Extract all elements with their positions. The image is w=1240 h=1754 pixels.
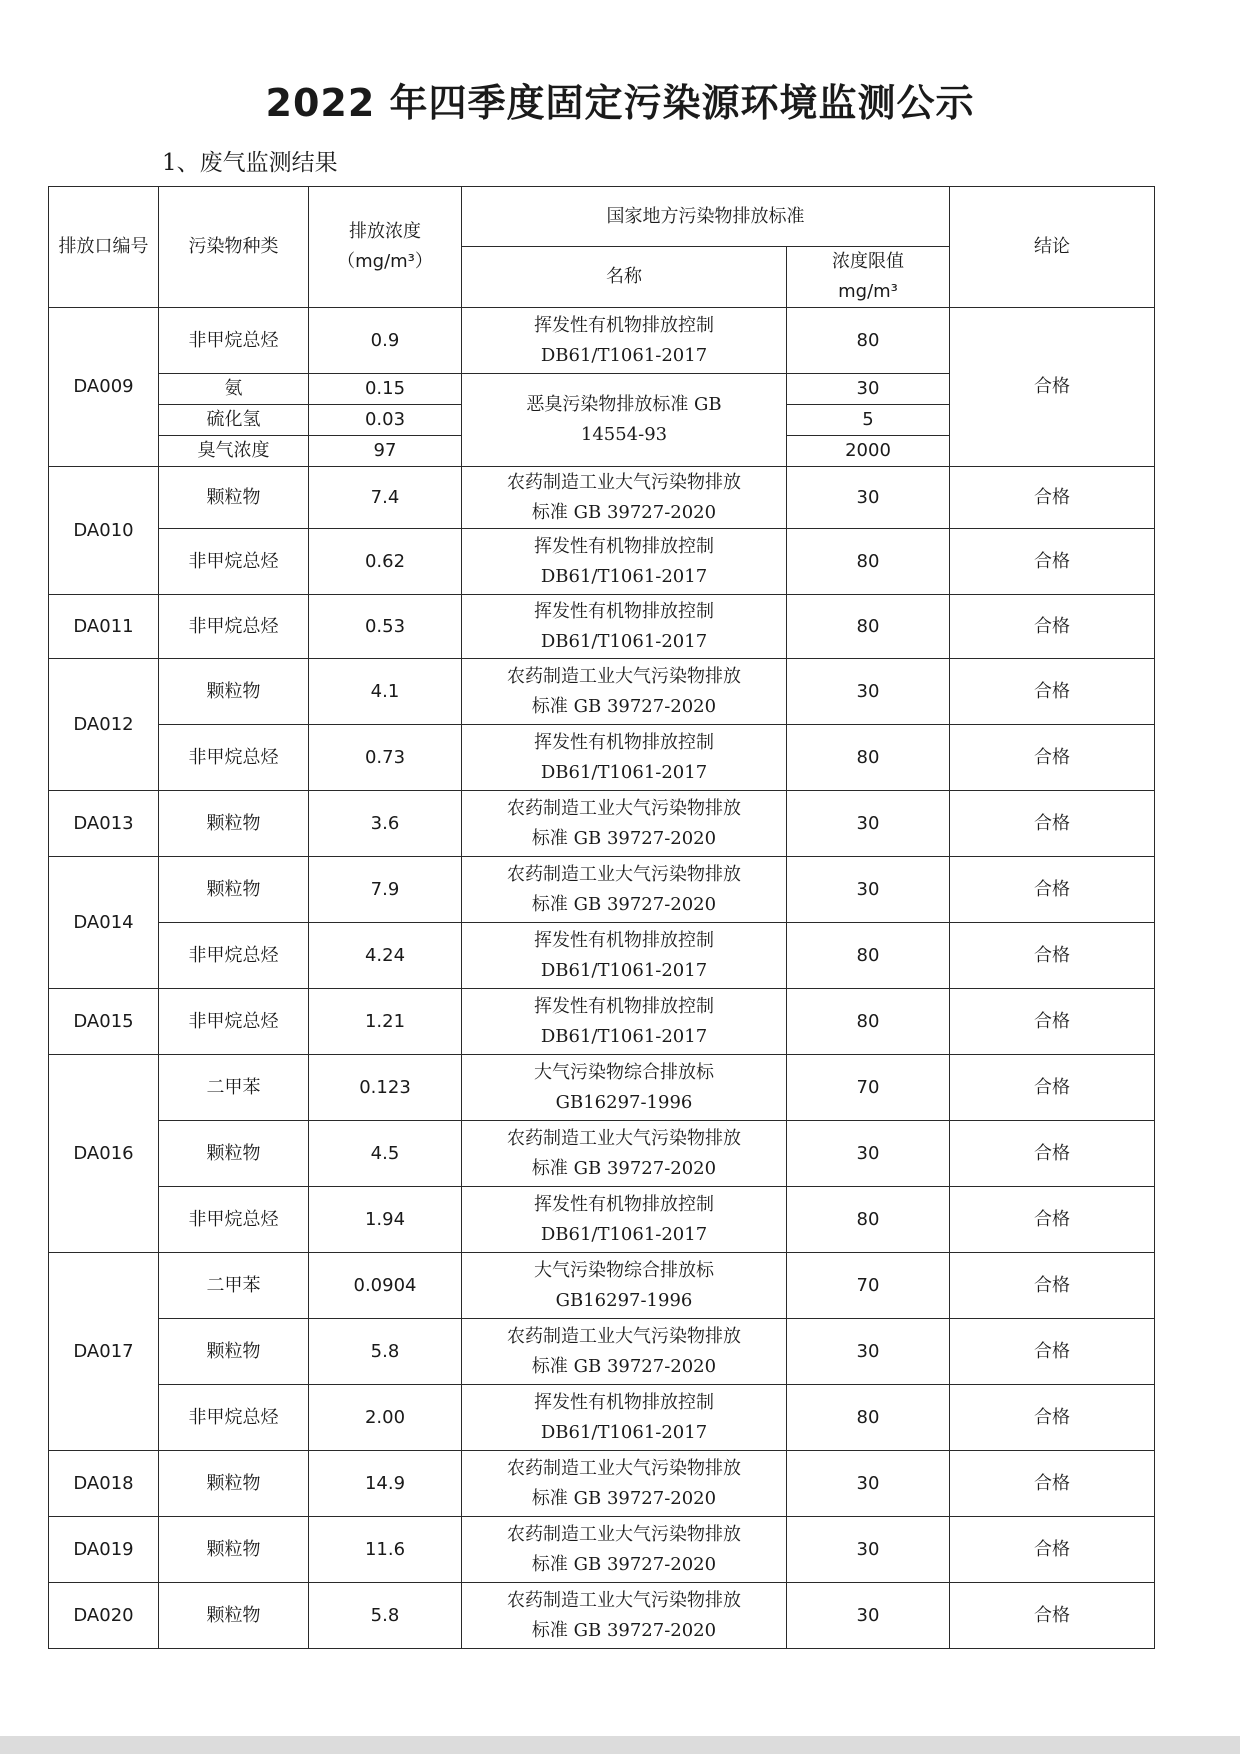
limit-cell: 80 <box>787 725 950 791</box>
limit-cell: 30 <box>787 1319 950 1385</box>
standard-cell <box>462 725 787 791</box>
standard-line-2: 标准 GB 39727-2020 <box>531 827 717 849</box>
section-title: 1、废气监测结果 <box>162 150 338 176</box>
limit-cell: 30 <box>787 857 950 923</box>
pollutant-cell: 颗粒物 <box>159 1583 309 1649</box>
table-row <box>49 467 1155 529</box>
concentration-cell: 4.5 <box>309 1121 462 1187</box>
outlet-id-cell <box>49 467 159 595</box>
outlet-id: DA018 <box>73 1472 134 1494</box>
standard-line-2: GB16297-1996 <box>555 1091 693 1113</box>
concentration-cell: 7.9 <box>309 857 462 923</box>
outlet-id-cell <box>49 857 159 989</box>
standard-line-1: 农药制造工业大气污染物排放 <box>507 1325 741 1347</box>
standard-cell <box>462 989 787 1055</box>
standard-line-2: 标准 GB 39727-2020 <box>531 893 717 915</box>
outlet-id: DA014 <box>73 911 134 933</box>
standard-line-2: DB61/T1061-2017 <box>540 761 708 783</box>
limit-cell: 30 <box>787 1583 950 1649</box>
conclusion-cell: 合格 <box>950 659 1155 725</box>
limit-cell: 70 <box>787 1253 950 1319</box>
limit-cell: 80 <box>787 595 950 659</box>
conclusion-cell: 合格 <box>950 725 1155 791</box>
limit-cell: 30 <box>787 374 950 405</box>
table-row <box>49 857 1155 923</box>
table-row <box>49 791 1155 857</box>
outlet-id: DA016 <box>73 1142 134 1164</box>
outlet-id: DA011 <box>73 615 134 637</box>
pollutant-cell: 颗粒物 <box>159 1319 309 1385</box>
pollutant-cell: 非甲烷总烃 <box>159 989 309 1055</box>
limit-cell: 5 <box>787 405 950 436</box>
table-row <box>49 308 1155 374</box>
limit-cell: 30 <box>787 467 950 529</box>
table-row <box>49 1319 1155 1385</box>
standard-line-2: GB16297-1996 <box>555 1289 693 1311</box>
header-concentration-unit: （mg/m³） <box>337 251 433 272</box>
limit-cell: 30 <box>787 659 950 725</box>
pollutant-cell: 颗粒物 <box>159 659 309 725</box>
standard-cell <box>462 374 787 467</box>
conclusion-cell: 合格 <box>950 1121 1155 1187</box>
outlet-id-cell <box>49 791 159 857</box>
outlet-id-cell <box>49 659 159 791</box>
conclusion-cell: 合格 <box>950 1385 1155 1451</box>
pollutant-cell: 二甲苯 <box>159 1253 309 1319</box>
pollutant-cell: 颗粒物 <box>159 791 309 857</box>
concentration-cell: 4.1 <box>309 659 462 725</box>
table-row <box>49 1583 1155 1649</box>
outlet-id: DA012 <box>73 713 134 735</box>
conclusion-cell: 合格 <box>950 1253 1155 1319</box>
standard-line-1: 农药制造工业大气污染物排放 <box>507 471 741 493</box>
standard-line-1: 农药制造工业大气污染物排放 <box>507 1589 741 1611</box>
scan-edge-shadow <box>0 1736 1240 1754</box>
outlet-id-cell <box>49 1451 159 1517</box>
pollutant-cell: 颗粒物 <box>159 857 309 923</box>
pollutant-cell: 颗粒物 <box>159 1451 309 1517</box>
concentration-cell: 3.6 <box>309 791 462 857</box>
table-row <box>49 989 1155 1055</box>
standard-line-2: DB61/T1061-2017 <box>540 1421 708 1443</box>
standard-line-2: DB61/T1061-2017 <box>540 630 708 652</box>
outlet-id-cell <box>49 1055 159 1253</box>
standard-line-2: 标准 GB 39727-2020 <box>531 1487 717 1509</box>
outlet-id: DA015 <box>73 1010 134 1032</box>
table-row <box>49 1385 1155 1451</box>
page-title: 2022 年四季度固定污染源环境监测公示 <box>265 81 975 125</box>
concentration-cell: 0.9 <box>309 308 462 374</box>
header-standard-name <box>462 247 787 308</box>
standard-line-2: DB61/T1061-2017 <box>540 959 708 981</box>
table-row <box>49 1121 1155 1187</box>
table-row <box>49 1253 1155 1319</box>
standard-cell <box>462 595 787 659</box>
concentration-cell: 11.6 <box>309 1517 462 1583</box>
standard-line-2: DB61/T1061-2017 <box>540 344 708 366</box>
conclusion-cell: 合格 <box>950 467 1155 529</box>
outlet-id: DA020 <box>73 1604 134 1626</box>
header-concentration <box>309 187 462 308</box>
concentration-cell: 97 <box>309 436 462 467</box>
pollutant-cell: 颗粒物 <box>159 1121 309 1187</box>
standard-cell <box>462 791 787 857</box>
standard-cell <box>462 1055 787 1121</box>
pollutant-cell: 硫化氢 <box>159 405 309 436</box>
pollutant-cell: 二甲苯 <box>159 1055 309 1121</box>
pollutant-cell: 非甲烷总烃 <box>159 923 309 989</box>
standard-line-1: 挥发性有机物排放控制 <box>534 535 714 557</box>
pollutant-cell: 非甲烷总烃 <box>159 725 309 791</box>
standard-line-1: 恶臭污染物排放标准 GB <box>526 394 722 415</box>
standard-cell <box>462 1583 787 1649</box>
pollutant-cell: 非甲烷总烃 <box>159 308 309 374</box>
standard-line-1: 大气污染物综合排放标 <box>534 1259 714 1281</box>
table-row <box>49 725 1155 791</box>
table-row <box>49 1451 1155 1517</box>
header-limit-label: 浓度限值 <box>832 251 904 272</box>
standard-cell <box>462 467 787 529</box>
conclusion-cell: 合格 <box>950 595 1155 659</box>
concentration-cell: 0.73 <box>309 725 462 791</box>
concentration-cell: 0.03 <box>309 405 462 436</box>
header-standard-group-label: 国家地方污染物排放标准 <box>606 205 805 227</box>
conclusion-cell: 合格 <box>950 1517 1155 1583</box>
limit-cell: 80 <box>787 529 950 595</box>
standard-cell <box>462 1319 787 1385</box>
pollutant-cell: 颗粒物 <box>159 467 309 529</box>
concentration-cell: 5.8 <box>309 1583 462 1649</box>
conclusion-cell: 合格 <box>950 1187 1155 1253</box>
concentration-cell: 7.4 <box>309 467 462 529</box>
conclusion-cell: 合格 <box>950 1583 1155 1649</box>
standard-line-1: 挥发性有机物排放控制 <box>534 1391 714 1413</box>
limit-cell: 80 <box>787 1385 950 1451</box>
standard-cell <box>462 308 787 374</box>
limit-cell: 70 <box>787 1055 950 1121</box>
limit-cell: 80 <box>787 308 950 374</box>
conclusion-cell: 合格 <box>950 923 1155 989</box>
header-concentration-label: 排放浓度 <box>349 221 421 242</box>
standard-line-1: 农药制造工业大气污染物排放 <box>507 863 741 885</box>
standard-line-2: 标准 GB 39727-2020 <box>531 695 717 717</box>
table-row <box>49 595 1155 659</box>
pollutant-cell: 非甲烷总烃 <box>159 529 309 595</box>
limit-cell: 30 <box>787 1451 950 1517</box>
standard-cell <box>462 659 787 725</box>
standard-cell <box>462 1121 787 1187</box>
standard-line-2: 标准 GB 39727-2020 <box>531 1355 717 1377</box>
outlet-id-cell <box>49 595 159 659</box>
standard-line-1: 农药制造工业大气污染物排放 <box>507 1127 741 1149</box>
concentration-cell: 2.00 <box>309 1385 462 1451</box>
standard-cell <box>462 1385 787 1451</box>
concentration-cell: 0.123 <box>309 1055 462 1121</box>
outlet-id-cell <box>49 989 159 1055</box>
standard-line-1: 挥发性有机物排放控制 <box>534 995 714 1017</box>
standard-line-2: DB61/T1061-2017 <box>540 565 708 587</box>
header-limit <box>787 247 950 308</box>
outlet-id: DA010 <box>73 519 134 541</box>
pollutant-cell: 氨 <box>159 374 309 405</box>
standard-cell <box>462 857 787 923</box>
standard-line-1: 农药制造工业大气污染物排放 <box>507 1457 741 1479</box>
table-row <box>49 1187 1155 1253</box>
outlet-id: DA009 <box>73 376 134 397</box>
standard-line-2: DB61/T1061-2017 <box>540 1025 708 1047</box>
header-outlet-id <box>49 187 159 308</box>
outlet-id-cell <box>49 1253 159 1451</box>
header-conclusion <box>950 187 1155 308</box>
pollutant-cell: 非甲烷总烃 <box>159 1187 309 1253</box>
limit-cell: 80 <box>787 1187 950 1253</box>
conclusion-cell: 合格 <box>950 308 1155 467</box>
conclusion-cell: 合格 <box>950 791 1155 857</box>
standard-line-2: 标准 GB 39727-2020 <box>531 1553 717 1575</box>
concentration-cell: 0.62 <box>309 529 462 595</box>
standard-line-2: 14554-93 <box>580 424 668 445</box>
outlet-id-cell <box>49 1583 159 1649</box>
standard-line-2: 标准 GB 39727-2020 <box>531 1157 717 1179</box>
outlet-id: DA017 <box>73 1340 134 1362</box>
header-outlet-id-label: 排放口编号 <box>58 236 149 257</box>
outlet-id: DA019 <box>73 1538 134 1560</box>
limit-cell: 30 <box>787 791 950 857</box>
conclusion-cell: 合格 <box>950 1319 1155 1385</box>
concentration-cell: 0.15 <box>309 374 462 405</box>
conclusion-cell: 合格 <box>950 989 1155 1055</box>
pollutant-cell: 臭气浓度 <box>159 436 309 467</box>
limit-cell: 80 <box>787 923 950 989</box>
concentration-cell: 14.9 <box>309 1451 462 1517</box>
outlet-id-cell <box>49 1517 159 1583</box>
concentration-cell: 5.8 <box>309 1319 462 1385</box>
conclusion-cell: 合格 <box>950 1055 1155 1121</box>
limit-cell: 30 <box>787 1121 950 1187</box>
standard-cell <box>462 1253 787 1319</box>
standard-cell <box>462 1451 787 1517</box>
standard-line-1: 挥发性有机物排放控制 <box>534 929 714 951</box>
limit-cell: 30 <box>787 1517 950 1583</box>
standard-line-2: DB61/T1061-2017 <box>540 1223 708 1245</box>
standard-cell <box>462 1187 787 1253</box>
table-row <box>49 923 1155 989</box>
conclusion-cell: 合格 <box>950 1451 1155 1517</box>
conclusion-cell: 合格 <box>950 529 1155 595</box>
emission-results-table <box>48 186 1155 1649</box>
standard-line-1: 挥发性有机物排放控制 <box>534 731 714 753</box>
header-pollutant-label: 污染物种类 <box>188 236 279 257</box>
concentration-cell: 1.21 <box>309 989 462 1055</box>
concentration-cell: 0.53 <box>309 595 462 659</box>
standard-line-2: 标准 GB 39727-2020 <box>531 501 717 523</box>
header-limit-unit: mg/m³ <box>838 281 898 302</box>
header-standard-group <box>462 187 950 247</box>
concentration-cell: 4.24 <box>309 923 462 989</box>
header-pollutant <box>159 187 309 308</box>
pollutant-cell: 非甲烷总烃 <box>159 595 309 659</box>
header-conclusion-label: 结论 <box>1034 236 1070 257</box>
standard-cell <box>462 923 787 989</box>
standard-line-1: 农药制造工业大气污染物排放 <box>507 1523 741 1545</box>
conclusion-cell: 合格 <box>950 857 1155 923</box>
standard-cell <box>462 529 787 595</box>
pollutant-cell: 非甲烷总烃 <box>159 1385 309 1451</box>
table-header-row <box>49 187 1155 247</box>
table-row <box>49 529 1155 595</box>
standard-line-1: 大气污染物综合排放标 <box>534 1061 714 1083</box>
standard-line-1: 挥发性有机物排放控制 <box>534 1193 714 1215</box>
table-row <box>49 659 1155 725</box>
outlet-id: DA013 <box>73 812 134 834</box>
standard-line-1: 农药制造工业大气污染物排放 <box>507 797 741 819</box>
limit-cell: 80 <box>787 989 950 1055</box>
standard-line-1: 农药制造工业大气污染物排放 <box>507 665 741 687</box>
standard-line-1: 挥发性有机物排放控制 <box>534 600 714 622</box>
limit-cell: 2000 <box>787 436 950 467</box>
header-standard-name-label: 名称 <box>606 266 642 287</box>
standard-cell <box>462 1517 787 1583</box>
outlet-id-cell <box>49 308 159 467</box>
table-row <box>49 1055 1155 1121</box>
standard-line-2: 标准 GB 39727-2020 <box>531 1619 717 1641</box>
pollutant-cell: 颗粒物 <box>159 1517 309 1583</box>
table-row <box>49 1517 1155 1583</box>
standard-line-1: 挥发性有机物排放控制 <box>534 314 714 336</box>
concentration-cell: 0.0904 <box>309 1253 462 1319</box>
concentration-cell: 1.94 <box>309 1187 462 1253</box>
